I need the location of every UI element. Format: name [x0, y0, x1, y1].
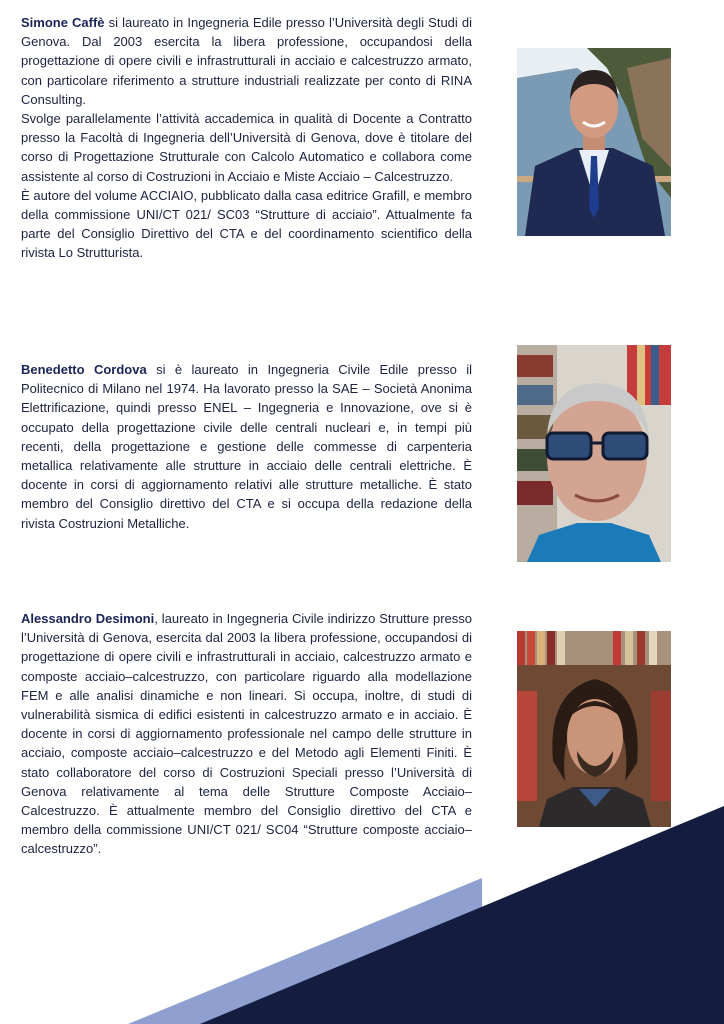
bio-text: , laureato in Ingegneria Civile indirizzo Strutture presso l’Università di Genova, esercita dal 2003 la libera professione, occupandosi di progettazione di opere civili e infrastrutturali in acciaio, calcestruzzo armato e composte acciaio–calcestruzzo, con particolare riguardo alla modellazione FEM e alle analisi dinamiche e non lineari. Si occupa, inoltre, di studi di vulnerabilità sismica di edifici esistenti in calcestruzzo armato e in acciaio. È docente in corsi di aggiornamento professionale nel campo delle strutture in acciaio, composte acciaio–calcestruzzo e del Metodo agli Elementi Finiti. È stato collaboratore del corso di Costruzioni Speciali presso l’Università di Genova relativamente al tema delle Strutture Composte Acciaio–Calcestruzzo. È attualmente membro del Consiglio direttivo del CTA e membro della commissione UNI/CT 021/ SC04 “Strutture composte acciaio–calcestruzzo”. — [21, 611, 472, 857]
bio-paragraph: È autore del volume ACCIAIO, pubblicato dalla casa editrice Grafill, e membro della commissione UNI/CT 021/ SC03 “Strutture di acciaio”. Attualmente fa parte del Consiglio Direttivo del CTA e del coordinamento scientifico della rivista Lo Strutturista. — [21, 187, 472, 261]
bio-paragraph: Svolge parallelamente l’attività accademica in qualità di Docente a Contratto presso la Facoltà di Ingegneria dell’Università di Genova, dove è titolare del corso di Progettazione Strutturale con Calcolo Automatico e collabora come assistente al corso di Costruzioni in Acciaio e Miste Acciaio – Calcestruzzo. — [21, 111, 472, 184]
bio-text: si laureato in Ingegneria Edile presso l’Università degli Studi di Genova. Dal 2003 esercita la libera professione, occupandosi della progettazione di opere civili e infrastrutturali in acciaio e calcestruzzo armato, con particolare riferimento a strutture industriali realizzate per conto di RINA Consulting. — [21, 15, 472, 107]
author-name: Alessandro Desimoni — [21, 611, 155, 626]
author-name: Simone Caffè — [21, 15, 105, 30]
author-name: Benedetto Cordova — [21, 362, 147, 377]
bio-text: si è laureato in Ingegneria Civile Edile presso il Politecnico di Milano nel 1974. Ha lavorato presso la SAE – Società Anonima Elettrificazione, quindi presso ENEL – Ingegneria e Innovazione, ove si è occupato della progettazione civile delle centrali nucleari e, in tempi più recenti, della progettazione e gestione delle commesse di carpenteria metallica relativamente alle strutture in acciaio delle centrali elettriche. È docente in corsi di aggiornamento relativi alle strutture metalliche. È stato membro del Consiglio direttivo del CTA e si occupa della redazione della rivista Costruzioni Metalliche. — [21, 362, 472, 531]
